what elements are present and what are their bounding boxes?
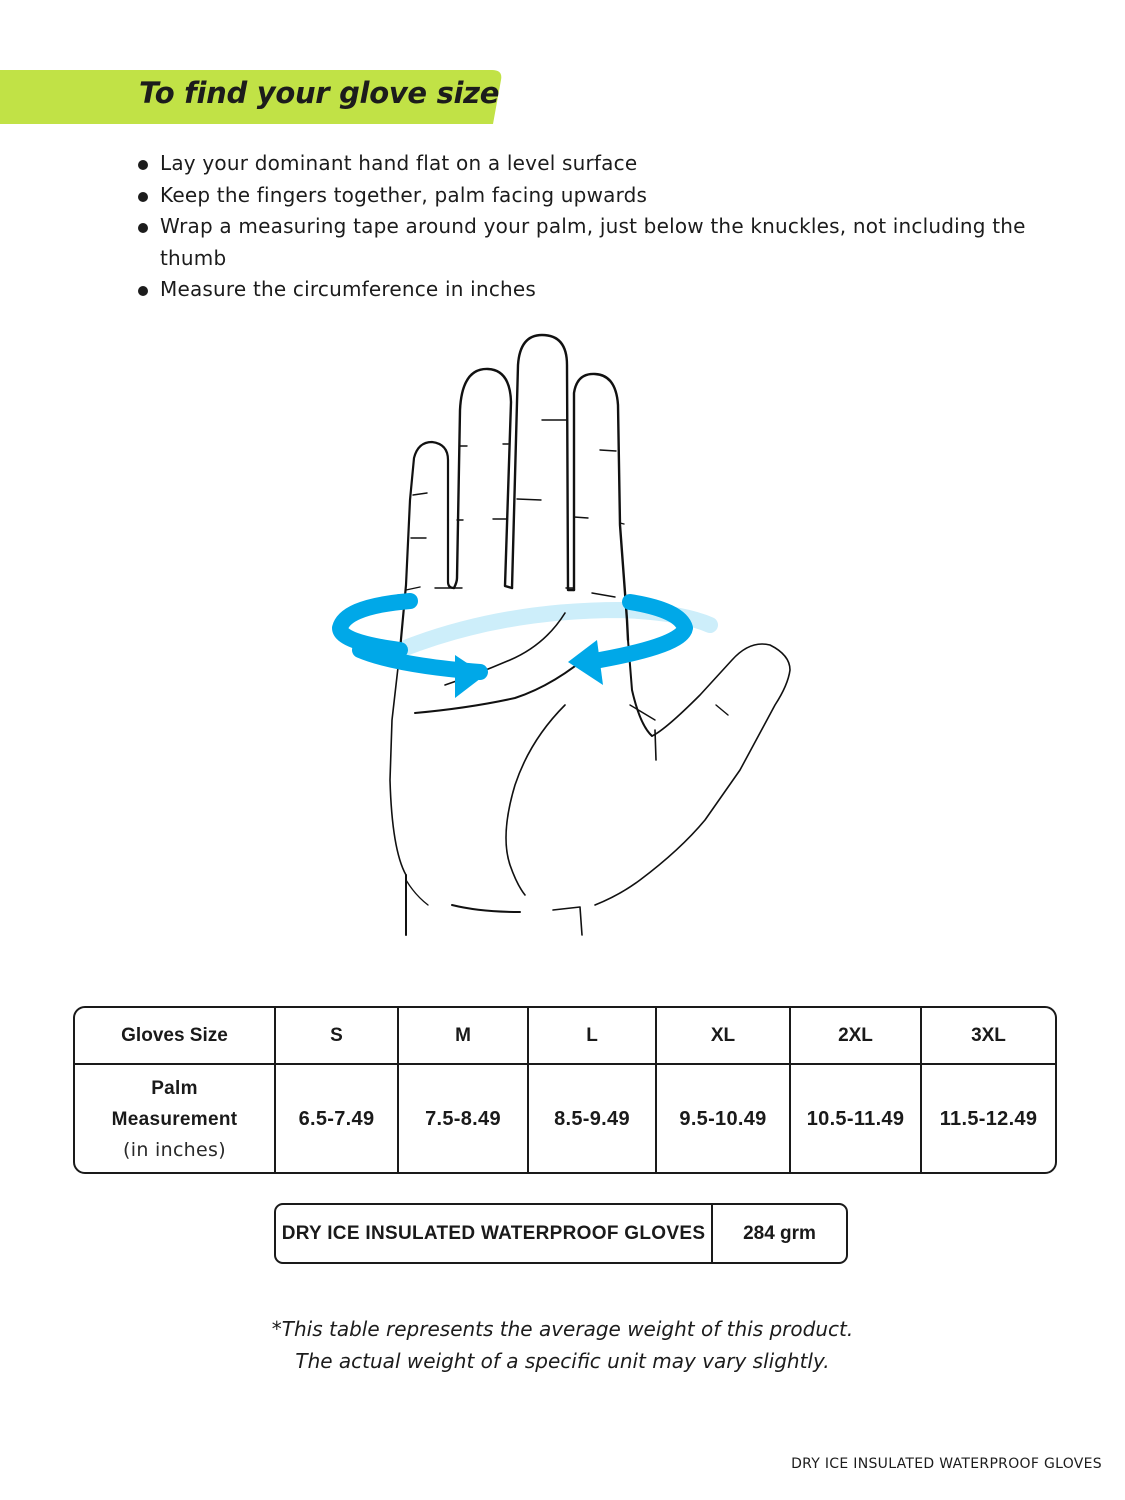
footer-product-name: DRY ICE INSULATED WATERPROOF GLOVES xyxy=(791,1456,1102,1472)
size-l: L xyxy=(528,1008,656,1064)
measurement-s: 6.5-7.49 xyxy=(275,1064,398,1174)
measurement-unit: (in inches) xyxy=(123,1139,226,1161)
page-title: To find your glove size xyxy=(139,76,500,110)
size-3xl: 3XL xyxy=(921,1008,1055,1064)
measurement-label-line1: Palm xyxy=(151,1078,198,1099)
size-header-label: Gloves Size xyxy=(75,1008,275,1064)
measurement-label-line2: Measurement xyxy=(111,1109,238,1130)
weight-table xyxy=(274,1203,848,1264)
instruction-item xyxy=(136,148,1036,180)
weight-product-name: DRY ICE INSULATED WATERPROOF GLOVES xyxy=(276,1205,713,1262)
measurement-row xyxy=(75,1064,1055,1174)
size-2xl: 2XL xyxy=(790,1008,921,1064)
note-line-1: *This table represents the average weight of this product. xyxy=(271,1317,854,1341)
measurement-2xl: 10.5-11.49 xyxy=(790,1064,921,1174)
hand-measurement-illustration xyxy=(320,320,820,950)
instruction-text: Keep the fingers together, palm facing upwards xyxy=(160,182,648,207)
bullet-icon xyxy=(138,192,148,202)
measurement-xl: 9.5-10.49 xyxy=(656,1064,790,1174)
instruction-text: Measure the circumference in inches xyxy=(160,277,537,301)
size-xl: XL xyxy=(656,1008,790,1064)
instruction-list xyxy=(136,148,1036,306)
weight-note xyxy=(200,1313,925,1377)
hand-icon xyxy=(320,320,820,950)
measurement-m: 7.5-8.49 xyxy=(398,1064,528,1174)
note-line-2: The actual weight of a specific unit may vary slightly. xyxy=(295,1349,830,1373)
measurement-l: 8.5-9.49 xyxy=(528,1064,656,1174)
measurement-label xyxy=(75,1064,275,1174)
instruction-text: Wrap a measuring tape around your palm, just below the knuckles, not including the thumb xyxy=(160,214,1026,270)
instruction-item xyxy=(136,211,1036,274)
instruction-text: Lay your dominant hand flat on a level surface xyxy=(160,151,638,175)
size-m: M xyxy=(398,1008,528,1064)
glove-size-table xyxy=(73,1006,1057,1174)
measurement-3xl: 11.5-12.49 xyxy=(939,1108,1038,1130)
bullet-icon xyxy=(138,160,148,170)
title-banner xyxy=(0,70,503,124)
instruction-item xyxy=(136,180,1036,212)
size-header-row xyxy=(75,1008,1055,1064)
instruction-item xyxy=(136,274,1036,306)
bullet-icon xyxy=(138,286,148,296)
bullet-icon xyxy=(138,223,148,233)
weight-value: 284 grm xyxy=(743,1222,816,1244)
size-s: S xyxy=(275,1008,398,1064)
